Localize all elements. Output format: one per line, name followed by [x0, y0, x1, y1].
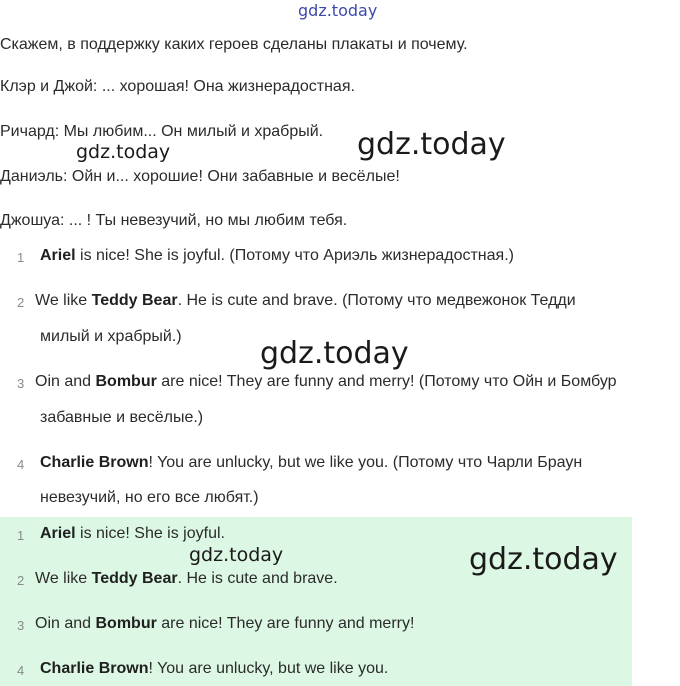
list-item: Oin and Bombur are nice! They are funny and merry! (Потому что Ойн и Бомбур — [35, 373, 617, 390]
list-number: 2 — [17, 573, 25, 588]
watermark: gdz.today — [189, 544, 284, 566]
watermark: gdz.today — [469, 542, 618, 577]
answer-item: We like Teddy Bear. He is cute and brave. — [35, 570, 338, 587]
list-item-continuation: милый и храбрый.) — [40, 328, 182, 345]
watermark: gdz.today — [298, 1, 378, 20]
dialogue-line: Джошуа: ... ! Ты невезучий, но мы любим тебя. — [0, 212, 348, 229]
list-item: Ariel is nice! She is joyful. (Потому что Ариэль жизнерадостная.) — [40, 247, 514, 264]
list-number: 1 — [17, 250, 25, 265]
list-number: 2 — [17, 295, 25, 310]
answer-item: Ariel is nice! She is joyful. — [40, 525, 225, 542]
dialogue-line: Ричард: Мы любим... Он милый и храбрый. — [0, 123, 324, 140]
watermark: gdz.today — [76, 141, 171, 163]
watermark: gdz.today — [357, 127, 506, 162]
answer-item: Oin and Bombur are nice! They are funny and merry! — [35, 615, 415, 632]
list-number: 3 — [17, 376, 25, 391]
list-number: 1 — [17, 528, 25, 543]
list-number: 4 — [17, 457, 25, 472]
list-item-continuation: забавные и весёлые.) — [40, 409, 204, 426]
list-number: 3 — [17, 618, 25, 633]
watermark: gdz.today — [260, 336, 409, 371]
dialogue-line: Клэр и Джой: ... хорошая! Она жизнерадостная. — [0, 78, 355, 95]
dialogue-line: Даниэль: Ойн и... хорошие! Они забавные и весёлые! — [0, 168, 400, 185]
answer-item: Charlie Brown! You are unlucky, but we like you. — [40, 660, 389, 677]
list-item: We like Teddy Bear. He is cute and brave. (Потому что медвежонок Тедди — [35, 292, 576, 309]
list-item: Charlie Brown! You are unlucky, but we like you. (Потому что Чарли Браун — [40, 454, 583, 471]
task-intro: Скажем, в поддержку каких героев сделаны плакаты и почему. — [0, 36, 468, 53]
list-number: 4 — [17, 663, 25, 678]
list-item-continuation: невезучий, но его все любят.) — [40, 489, 259, 506]
